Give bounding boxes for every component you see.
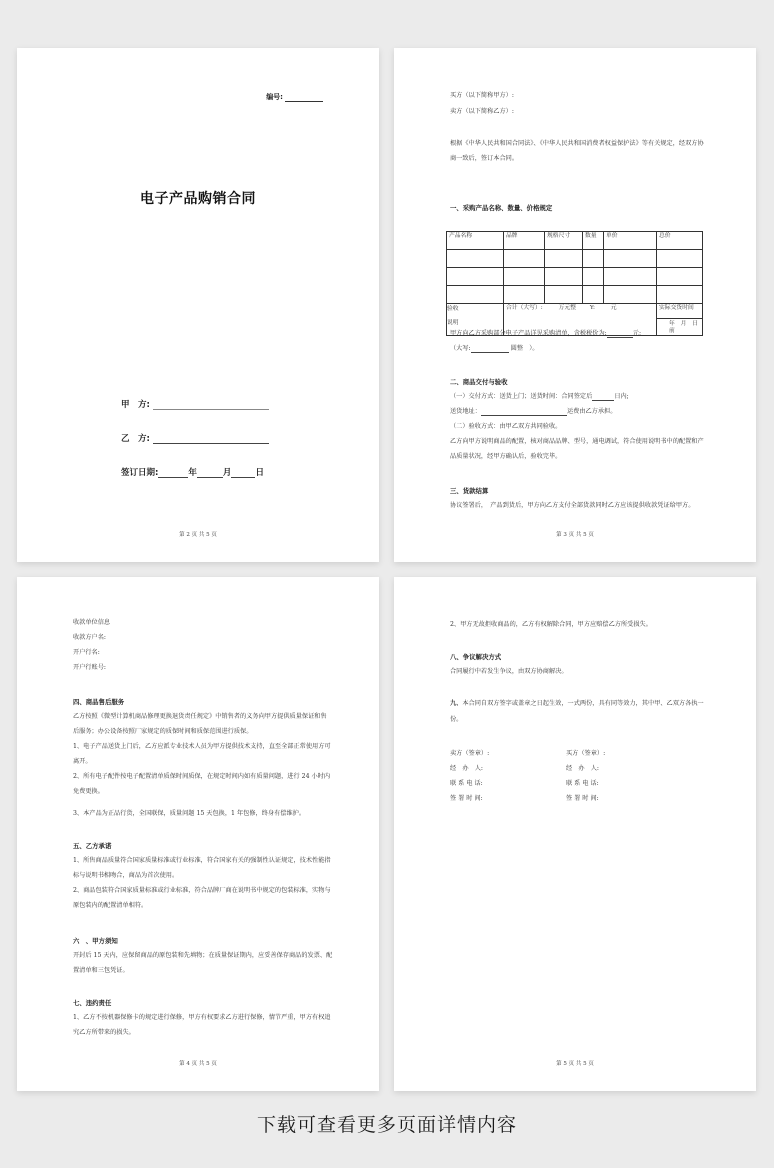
service-line-2: 后服务；办公设备按照厂家规定的质保时间和质保范围进行质保。 bbox=[73, 728, 253, 735]
section-4-heading: 四、商品售后服务 bbox=[73, 698, 125, 706]
total-y: Y: bbox=[589, 305, 595, 311]
buyer-seal-line: 买方（签章）: bbox=[566, 750, 606, 757]
section-5-heading: 五、乙方承诺 bbox=[73, 842, 112, 850]
price-upper-line bbox=[450, 345, 539, 353]
seller-seal-line: 卖方（签章）: bbox=[450, 750, 490, 757]
party-a-line bbox=[153, 400, 269, 410]
delivery-time-cell bbox=[657, 304, 703, 336]
delivery-1b-text: 日内; bbox=[614, 393, 629, 400]
notice-line-2: 置清单和三包凭证。 bbox=[73, 967, 129, 974]
promise-line-2: 标与说明书相吻合，商品为首次使用。 bbox=[73, 872, 179, 879]
page-cover bbox=[17, 48, 379, 562]
breach-line-3: 2、甲方无故拒收商品的，乙方有权解除合同，甲方应赔偿乙方所受损失。 bbox=[450, 621, 652, 628]
payee-info-line: 收款单位信息 bbox=[73, 619, 111, 626]
delivery-address-blank bbox=[481, 409, 567, 416]
delivery-date: 年 月 日前 bbox=[669, 321, 698, 334]
day-label: 日 bbox=[255, 468, 264, 478]
promise-line-1: 1、所售商品质量符合国家质量标准或行业标准，符合国家有关的强制性认证规定，技术性能指 bbox=[73, 857, 331, 864]
bank-name-line: 开户行名: bbox=[73, 649, 100, 656]
contract-number bbox=[266, 92, 323, 102]
price-line bbox=[450, 330, 641, 338]
delivery-line-1 bbox=[450, 393, 629, 401]
year-line bbox=[158, 468, 188, 478]
table-header-cell: 单价 bbox=[604, 232, 657, 250]
section-6-heading: 六 、甲方须知 bbox=[73, 937, 118, 945]
breach-line-2: 究乙方所带来的损失。 bbox=[73, 1029, 135, 1036]
intro-line-1: 根据《中华人民共和国合同法》、《中华人民共和国消费者权益保护法》等有关规定，经双方协 bbox=[450, 140, 704, 147]
party-b-label: 乙 方: bbox=[121, 434, 150, 444]
table-header-cell: 品牌 bbox=[504, 232, 545, 250]
dispute-line: 合同履行中若发生争议，由双方协商解决。 bbox=[450, 668, 568, 675]
section-3-heading: 三、货款结算 bbox=[450, 487, 489, 495]
sign-date-row bbox=[121, 466, 264, 478]
notice-line-1: 开封后 15 天内，应保留商品的原包装和先填物；在质量保证期内，应妥善保存商品的发票、配 bbox=[73, 952, 333, 959]
table-row bbox=[447, 250, 703, 268]
effect-line-2: 份。 bbox=[450, 716, 463, 723]
page-terms-3 bbox=[394, 577, 756, 1091]
delivery-address-tail: 运费由乙方承担。 bbox=[566, 408, 617, 415]
month-line bbox=[197, 468, 223, 478]
day-line bbox=[231, 468, 255, 478]
page-terms-1 bbox=[394, 48, 756, 562]
download-caption: 下载可查看更多页面详情内容 bbox=[256, 1114, 517, 1136]
buyer-date-line: 签 署 时 间: bbox=[566, 795, 599, 802]
price-line-text: 甲方向乙方采购部分电子产品详见采购清单，含税税价为: bbox=[450, 330, 607, 337]
section-1-heading: 一、采购产品名称、数量、价格规定 bbox=[450, 204, 553, 212]
total-label: 合计（大写）: bbox=[506, 305, 543, 311]
sign-date-label: 签订日期: bbox=[121, 468, 159, 478]
party-a-label: 甲 方: bbox=[121, 400, 150, 410]
promise-line-3: 2、商品包装符合国家质量标准或行业标准，符合品牌厂商在说明书中规定的包装标准，实物与 bbox=[73, 887, 331, 894]
year-label: 年 bbox=[188, 468, 197, 478]
service-line-5: 2、所有电子配件按电子配置清单质保时间质保，在规定时间内如有质量问题，进行 24 小时内 bbox=[73, 773, 331, 780]
buyer-line: 买方（以下简称甲方）: bbox=[450, 92, 514, 99]
section-9-heading: 九、 bbox=[450, 700, 463, 707]
month-label: 月 bbox=[222, 468, 232, 478]
party-a-row bbox=[121, 398, 269, 410]
price-blank bbox=[607, 331, 633, 338]
page-footer: 第 5 页 共 5 页 bbox=[556, 1061, 594, 1067]
bank-account-line: 开户行账号: bbox=[73, 664, 107, 671]
table-header-cell: 规格尺寸 bbox=[545, 232, 583, 250]
total-wan: 万元整 bbox=[558, 305, 576, 311]
table-header-row bbox=[447, 232, 703, 250]
section-8-heading: 八、争议解决方式 bbox=[450, 653, 502, 661]
delivery-time-label: 实际交货时间 bbox=[657, 304, 702, 319]
service-line-6: 免费更换。 bbox=[73, 788, 104, 795]
page-footer: 第 4 页 共 5 页 bbox=[179, 1061, 217, 1067]
price-upper-suffix: 圆整 ）。 bbox=[510, 345, 539, 352]
service-line-1: 乙方按照《微型计算机商品修理更换退货责任规定》中销售者的义务向甲方提供质量保证和售 bbox=[73, 713, 327, 720]
section-2-heading: 二、商品交付与验收 bbox=[450, 378, 508, 386]
table-header-cell: 数量 bbox=[583, 232, 604, 250]
contract-number-line bbox=[285, 94, 323, 102]
seller-line: 卖方（以下简称乙方）: bbox=[450, 108, 514, 115]
section-7-heading: 七、违约责任 bbox=[73, 999, 112, 1007]
document-title: 电子产品购销合同 bbox=[140, 191, 256, 207]
acceptance-line-3: 品质量状况，经甲方确认后，验收完毕。 bbox=[450, 453, 562, 460]
party-b-line bbox=[153, 434, 269, 444]
table-header-cell: 总价 bbox=[657, 232, 703, 250]
payee-name-line: 收款方户名: bbox=[73, 634, 107, 641]
table-header-cell: 产品名称 bbox=[447, 232, 504, 250]
effect-line-1 bbox=[450, 700, 704, 708]
settlement-line: 协议签署后， 产品到货后，甲方向乙方支付全部货款同时乙方应该提供收款凭证给甲方。 bbox=[450, 502, 695, 509]
seller-phone-line: 联 系 电 话: bbox=[450, 780, 483, 787]
page-footer: 第 2 页 共 5 页 bbox=[179, 532, 217, 538]
promise-line-4: 原包装内的配置清单相符。 bbox=[73, 902, 148, 909]
delivery-address-label: 送货地址： bbox=[450, 408, 481, 415]
table-row bbox=[447, 268, 703, 286]
delivery-address-line bbox=[450, 408, 616, 416]
service-line-3: 1、电子产品送货上门后，乙方应派专业技术人员为甲方提供技术支持，直至全部正常使用方可 bbox=[73, 743, 331, 750]
intro-line-2: 商一致后，签订本合同。 bbox=[450, 155, 519, 162]
table-row bbox=[447, 286, 703, 304]
delivery-days-blank bbox=[592, 394, 614, 401]
acceptance-label: 验收 bbox=[447, 306, 459, 312]
contract-number-label: 编号: bbox=[266, 93, 283, 101]
seller-agent-line: 经 办 人: bbox=[450, 765, 484, 772]
party-b-row bbox=[121, 432, 269, 444]
service-line-4: 离开。 bbox=[73, 758, 92, 765]
acceptance-line-2: 乙方向甲方说明商品的配置，核对商品品牌、型号，通电调试，符合使用说明书中的配置和产 bbox=[450, 438, 704, 445]
page-terms-2 bbox=[17, 577, 379, 1091]
seller-date-line: 签 署 时 间: bbox=[450, 795, 483, 802]
delivery-1-text: （一）交付方式：送货上门；送货时间：合同签定后 bbox=[450, 393, 593, 400]
breach-line-1: 1、乙方不按机器保修卡的规定进行保修，甲方有权要求乙方进行保修，情节严重，甲方有权追 bbox=[73, 1014, 331, 1021]
page-footer: 第 3 页 共 5 页 bbox=[556, 532, 594, 538]
total-yuan: 元 bbox=[610, 305, 617, 311]
acceptance-label-2: 说明 bbox=[447, 320, 459, 326]
service-line-7: 3、本产品为正品行货，全国联保，质量问题 15 天包换，1 年包修，终身有偿维护。 bbox=[73, 810, 306, 817]
buyer-agent-line: 经 办 人: bbox=[566, 765, 600, 772]
price-upper-prefix: （大写: bbox=[450, 345, 471, 352]
effect-text-1: 本合同自双方签字或盖章之日起生效，一式两份，具有同等效力，其中甲、乙双方各执一 bbox=[462, 700, 704, 707]
product-table bbox=[446, 231, 703, 336]
buyer-phone-line: 联 系 电 话: bbox=[566, 780, 599, 787]
price-upper-blank bbox=[471, 346, 509, 353]
acceptance-line-1: （二）验收方式：由甲乙双方共同验收。 bbox=[450, 423, 562, 430]
price-unit: 元; bbox=[632, 330, 642, 337]
